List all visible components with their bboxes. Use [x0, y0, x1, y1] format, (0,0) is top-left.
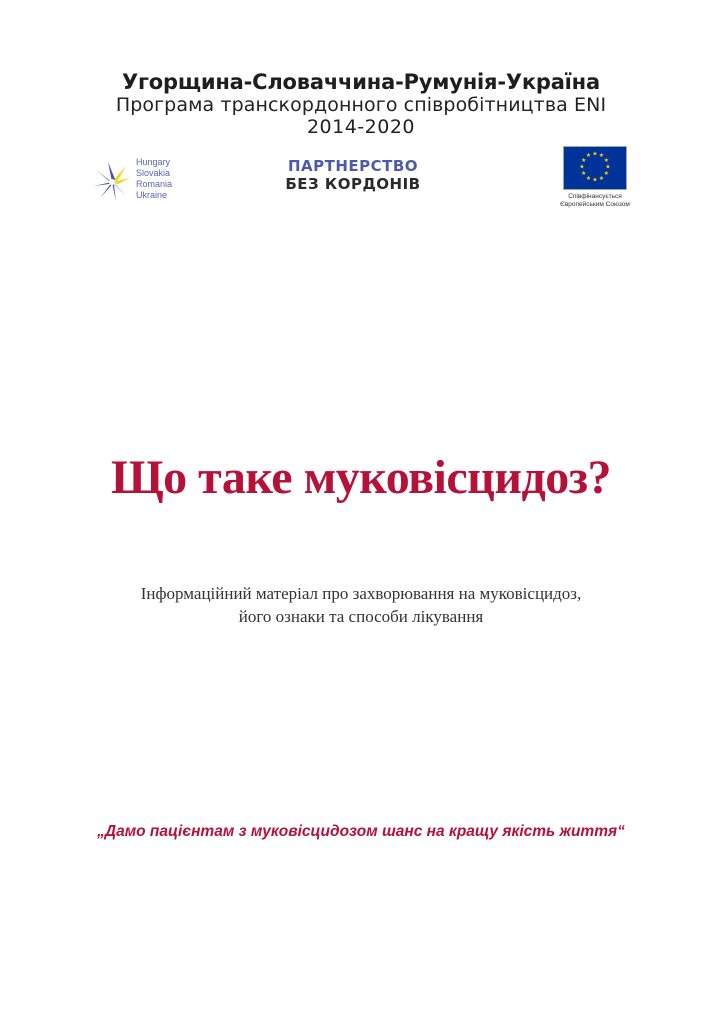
partnership-line2: БЕЗ КОРДОНІВ [285, 175, 421, 193]
eu-caption-line1: Співфінансується [568, 193, 622, 200]
svg-text:★: ★ [581, 170, 587, 177]
svg-text:★: ★ [585, 174, 592, 182]
program-years: 2014-2020 [306, 116, 416, 138]
eu-flag-icon [563, 146, 627, 190]
svg-text:★: ★ [579, 163, 585, 171]
programme-logo-text [136, 157, 172, 201]
header-title: Угорщина-Словаччина-Румунія-Україна [122, 70, 600, 94]
svg-text:★: ★ [603, 157, 609, 164]
document-subtitle [0, 582, 722, 628]
svg-text:★: ★ [581, 157, 587, 164]
program-name: Програма транскордонного співробітництва ENI [115, 94, 607, 116]
motto: „Дамо пацієнтам з муковісцидозом шанс на кращу якість життя“ [97, 823, 625, 840]
svg-text:★: ★ [603, 170, 609, 177]
country-romania: Romania [136, 179, 173, 189]
svg-text:★: ★ [605, 163, 611, 171]
eu-caption-line2: Європейським Союзом [560, 201, 630, 208]
country-slovakia: Slovakia [136, 168, 171, 178]
header [0, 70, 722, 138]
country-ukraine: Ukraine [136, 190, 168, 200]
partnership-line1: ПАРТНЕРСТВО [287, 157, 419, 175]
svg-text:★: ★ [592, 150, 598, 158]
svg-text:★: ★ [585, 152, 592, 160]
subtitle-line2: його ознаки та способи лікування [238, 607, 484, 626]
document-title: Що таке муковісцидоз? [110, 451, 612, 504]
eu-caption [553, 193, 637, 209]
svg-text:★: ★ [598, 174, 605, 182]
svg-text:★: ★ [598, 152, 605, 160]
programme-logo [92, 155, 192, 211]
subtitle-line1: Інформаційний матеріал про захворювання на муковісцидоз, [140, 584, 582, 603]
eu-logo [553, 146, 637, 209]
partnership-logo [268, 157, 438, 193]
star-flower-icon [92, 157, 136, 207]
country-hungary: Hungary [136, 157, 171, 167]
svg-text:★: ★ [592, 176, 598, 184]
